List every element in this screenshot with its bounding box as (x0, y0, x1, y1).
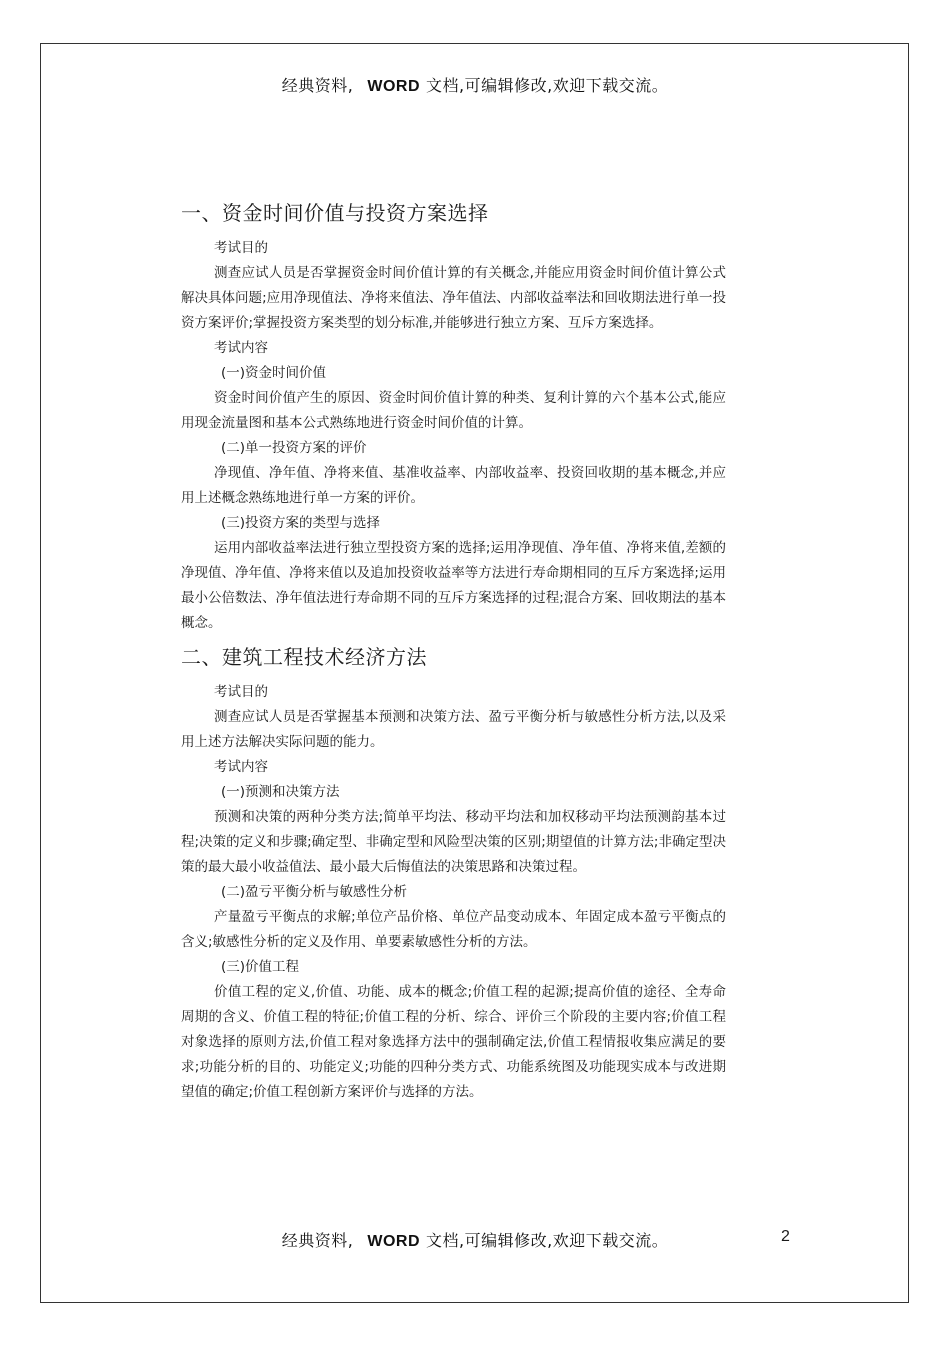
section2-item2-text: 产量盈亏平衡点的求解;单位产品价格、单位产品变动成本、年固定成本盈亏平衡点的含义;敏感性分析的定义及作用、单要素敏感性分析的方法。 (181, 909, 726, 950)
section1-item2-heading: (二)单一投资方案的评价 (221, 440, 367, 456)
section1-item3-heading: (三)投资方案的类型与选择 (221, 515, 381, 531)
section1-item1-heading: (一)资金时间价值 (221, 365, 327, 381)
section1-item3-text: 运用内部收益率法进行独立型投资方案的选择;运用净现值、净年值、净将来值,差额的净现值、净年值、净将来值以及追加投资收益率等方法进行寿命期相同的互斥方案选择;运用最小公倍数法、净年值法进行寿命期不同的互斥方案选择的过程;混合方案、回收期法的基本概念。 (181, 540, 726, 631)
page-number: 2 (781, 1228, 790, 1245)
section2-purpose-text: 测查应试人员是否掌握基本预测和决策方法、盈亏平衡分析与敏感性分析方法,以及采用上述方法解决实际问题的能力。 (181, 709, 726, 750)
document-body (181, 198, 726, 1105)
section2-title: 二、建筑工程技术经济方法 (181, 645, 427, 669)
section1-item2-text: 净现值、净年值、净将来值、基准收益率、内部收益率、投资回收期的基本概念,并应用上述概念熟练地进行单一方案的评价。 (181, 465, 726, 506)
footer-text-before: 经典资料, (281, 1231, 354, 1250)
section2-content-label: 考试内容 (214, 759, 268, 775)
footer-banner (0, 1228, 950, 1251)
footer-word: WORD (367, 1233, 421, 1250)
section1-title: 一、资金时间价值与投资方案选择 (181, 201, 489, 225)
section2-item1-text: 预测和决策的两种分类方法;简单平均法、移动平均法和加权移动平均法预测韵基本过程;决策的定义和步骤;确定型、非确定型和风险型决策的区别;期望值的计算方法;非确定型决策的最大最小收益值法、最小最大后悔值法的决策思路和决策过程。 (181, 809, 726, 875)
header-text-before: 经典资料, (281, 76, 354, 95)
footer-text-after: 文档,可编辑修改,欢迎下载交流。 (426, 1231, 669, 1250)
section1-purpose-label: 考试目的 (214, 240, 268, 256)
header-banner (0, 73, 950, 96)
section2-item3-text: 价值工程的定义,价值、功能、成本的概念;价值工程的起源;提高价值的途径、全寿命周期的含义、价值工程的特征;价值工程的分析、综合、评价三个阶段的主要内容;价值工程对象选择的原则方法,价值工程对象选择方法中的强制确定法,价值工程情报收集应满足的要求;功能分析的目的、功能定义;功能的四种分类方式、功能系统图及功能现实成本与改进期望值的确定;价值工程创新方案评价与选择的方法。 (181, 984, 726, 1100)
section2-item3-heading: (三)价值工程 (221, 959, 300, 975)
section2-item2-heading: (二)盈亏平衡分析与敏感性分析 (221, 884, 408, 900)
header-word: WORD (367, 78, 421, 95)
section1-item1-text: 资金时间价值产生的原因、资金时间价值计算的种类、复利计算的六个基本公式,能应用现金流量图和基本公式熟练地进行资金时间价值的计算。 (181, 390, 726, 431)
section1-content-label: 考试内容 (214, 340, 268, 356)
header-text-after: 文档,可编辑修改,欢迎下载交流。 (426, 76, 669, 95)
section2-item1-heading: (一)预测和决策方法 (221, 784, 340, 800)
section1-purpose-text: 测查应试人员是否掌握资金时间价值计算的有关概念,并能应用资金时间价值计算公式解决具体问题;应用净现值法、净将来值法、净年值法、内部收益率法和回收期法进行单一投资方案评价;掌握投资方案类型的划分标准,并能够进行独立方案、互斥方案选择。 (181, 265, 726, 331)
section2-purpose-label: 考试目的 (214, 684, 268, 700)
